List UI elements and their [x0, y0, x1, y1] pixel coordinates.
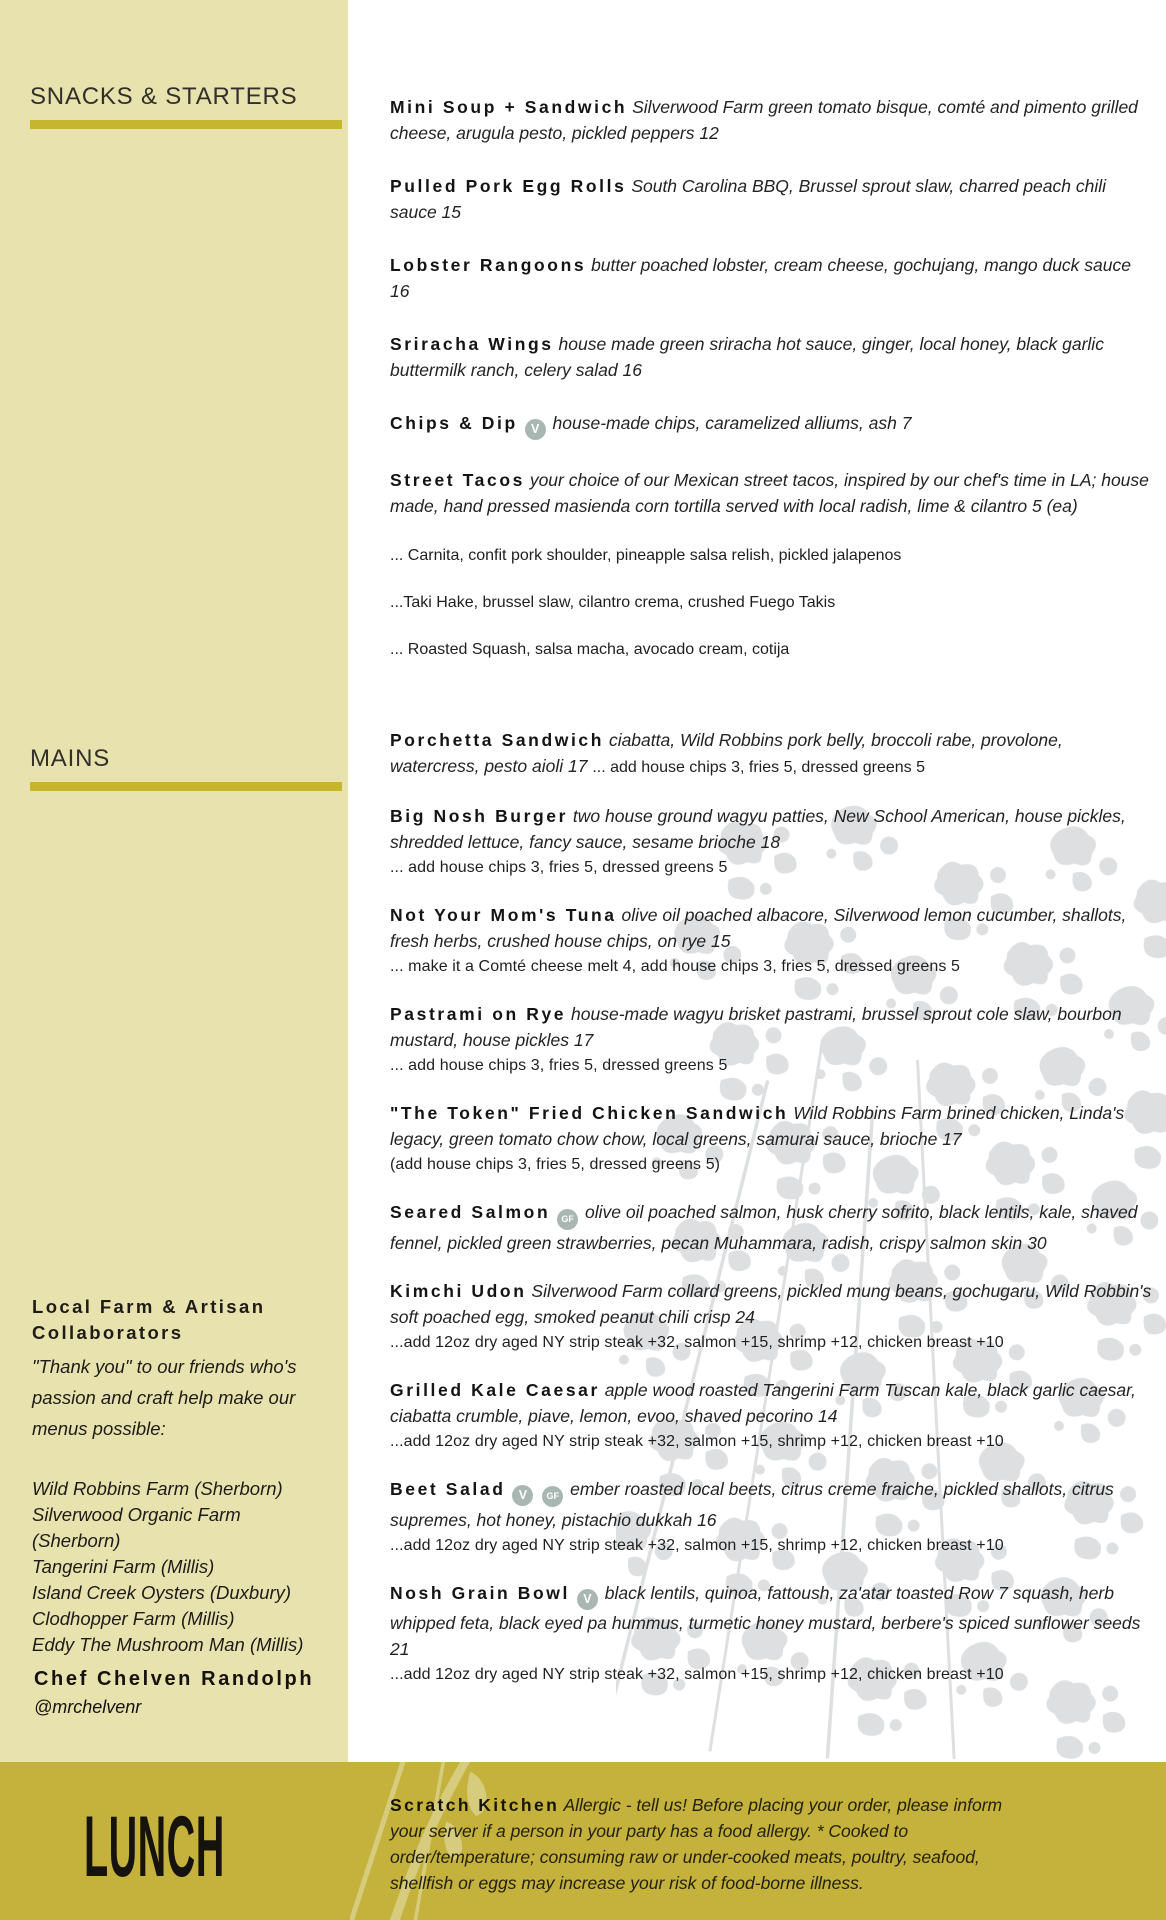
chef-social-handle: @mrchelvenr	[34, 1697, 142, 1717]
menu-item-big-nosh-burger	[390, 803, 1152, 880]
menu-item-mini-soup-sandwich	[390, 94, 1152, 146]
collaborators-note: "Thank you" to our friends who's passion and craft help make our menus possible:	[32, 1356, 297, 1439]
item-name: "The Token" Fried Chicken Sandwich	[390, 1103, 789, 1123]
collaborators-block	[32, 1294, 324, 1658]
vegetarian-icon: V	[525, 419, 546, 440]
collaborators-title: Local Farm & Artisan Collaborators	[32, 1296, 266, 1343]
menu-item-nosh-grain-bowl	[390, 1580, 1152, 1687]
item-addons: ...add 12oz dry aged NY strip steak +32, salmon +15, shrimp +12, chicken breast +10	[390, 1334, 1004, 1351]
item-description: butter poached lobster, cream cheese, gochujang, mango duck sauce 16	[390, 255, 1131, 301]
taco-variant-roasted-squash: ... Roasted Squash, salsa macha, avocado cream, cotija	[390, 641, 790, 658]
farm-list-item: Tangerini Farm (Millis)	[32, 1556, 215, 1577]
sidebar	[0, 0, 348, 1762]
item-description: Silverwood Farm collard greens, pickled mung beans, gochugaru, Wild Robbin's soft poached egg, smoked peanut chili crisp 24	[390, 1281, 1152, 1327]
menu-item-pulled-pork-egg-rolls	[390, 173, 1152, 225]
menu-item-seared-salmon	[390, 1199, 1152, 1256]
footer-bar	[0, 1762, 1166, 1920]
item-description: two house ground wagyu patties, New School American, house pickles, shredded lettuce, fancy sauce, sesame brioche 18	[390, 806, 1126, 852]
farm-list	[32, 1476, 324, 1658]
item-addons: ...add 12oz dry aged NY strip steak +32, salmon +15, shrimp +12, chicken breast +10	[390, 1433, 1004, 1450]
item-description: ember roasted local beets, citrus creme fraiche, pickled shallots, citrus supremes, hot honey, pistachio dukkah 16	[390, 1479, 1114, 1530]
item-addons: ...add 12oz dry aged NY strip steak +32, salmon +15, shrimp +12, chicken breast +10	[390, 1666, 1004, 1683]
item-addons: (add house chips 3, fries 5, dressed greens 5)	[390, 1156, 721, 1173]
menu-item-sriracha-wings	[390, 331, 1152, 383]
menu-item-kimchi-udon	[390, 1278, 1152, 1355]
menu-item-lobster-rangoons	[390, 252, 1152, 304]
menu-item-chips-and-dip	[390, 410, 1152, 440]
item-addons: ... make it a Comté cheese melt 4, add house chips 3, fries 5, dressed greens 5	[390, 958, 960, 975]
item-description: Silverwood Farm green tomato bisque, comté and pimento grilled cheese, arugula pesto, pickled peppers 12	[390, 97, 1138, 143]
item-name: Seared Salmon	[390, 1202, 551, 1222]
chef-name: Chef Chelven Randolph	[34, 1668, 315, 1690]
mains-section-title: MAINS	[30, 745, 111, 772]
menu-content	[390, 0, 1152, 1709]
menu-item-beet-salad	[390, 1476, 1152, 1558]
section-header-mains	[30, 744, 342, 791]
menu-item-not-your-moms-tuna	[390, 902, 1152, 979]
item-name: Pulled Pork Egg Rolls	[390, 176, 627, 196]
farm-list-item: Clodhopper Farm (Millis)	[32, 1608, 235, 1629]
item-name: Pastrami on Rye	[390, 1004, 567, 1024]
item-name: Mini Soup + Sandwich	[390, 97, 628, 117]
chef-block	[34, 1666, 314, 1720]
taco-variant-carnita: ... Carnita, confit pork shoulder, pineapple salsa relish, pickled jalapenos	[390, 547, 902, 564]
item-description: your choice of our Mexican street tacos, inspired by our chef's time in LA; house made, hand pressed masienda corn tortilla served with local radish, lime & cilantro 5 (ea)	[390, 470, 1149, 516]
snacks-section-title: SNACKS & STARTERS	[30, 83, 298, 110]
farm-list-item: Eddy The Mushroom Man (Millis)	[32, 1634, 304, 1655]
item-description: house made green sriracha hot sauce, ginger, local honey, black garlic buttermilk ranch, celery salad 16	[390, 334, 1104, 380]
item-name: Grilled Kale Caesar	[390, 1380, 600, 1400]
item-name: Chips & Dip	[390, 413, 518, 433]
gluten-free-icon: GF	[557, 1209, 578, 1230]
item-description: ciabatta, Wild Robbins pork belly, broccoli rabe, provolone, watercress, pesto aioli 17	[390, 730, 1063, 776]
item-description: olive oil poached albacore, Silverwood lemon cucumber, shallots, fresh herbs, crushed house chips, on rye 15	[390, 905, 1127, 951]
gluten-free-icon: GF	[542, 1486, 563, 1507]
snacks-underline-rule	[30, 120, 342, 129]
item-name: Not Your Mom's Tuna	[390, 905, 617, 925]
item-name: Street Tacos	[390, 470, 525, 490]
menu-item-pastrami-on-rye	[390, 1001, 1152, 1078]
taco-variant-taki-hake: ...Taki Hake, brussel slaw, cilantro crema, crushed Fuego Takis	[390, 594, 836, 611]
item-addons: ... add house chips 3, fries 5, dressed greens 5	[390, 859, 728, 876]
item-name: Beet Salad	[390, 1479, 506, 1499]
item-name: Sriracha Wings	[390, 334, 554, 354]
item-name: Kimchi Udon	[390, 1281, 527, 1301]
item-addons: ... add house chips 3, fries 5, dressed greens 5	[592, 759, 925, 776]
item-addons: ...add 12oz dry aged NY strip steak +32, salmon +15, shrimp +12, chicken breast +10	[390, 1537, 1004, 1554]
farm-list-item: Wild Robbins Farm (Sherborn)	[32, 1478, 283, 1499]
item-description: house-made chips, caramelized alliums, ash 7	[552, 413, 912, 433]
item-name: Porchetta Sandwich	[390, 730, 605, 750]
vegetarian-icon: V	[512, 1485, 533, 1506]
menu-item-grilled-kale-caesar	[390, 1377, 1152, 1454]
item-description: olive oil poached salmon, husk cherry sofrito, black lentils, kale, shaved fennel, pickled green strawberries, pecan Muhammara, radish, crispy salmon skin 30	[390, 1202, 1138, 1253]
mains-underline-rule	[30, 782, 342, 791]
allergy-notice-title: Scratch Kitchen	[390, 1795, 560, 1815]
section-header-snacks	[30, 82, 342, 129]
item-name: Nosh Grain Bowl	[390, 1583, 570, 1603]
farm-list-item: Island Creek Oysters (Duxbury)	[32, 1582, 292, 1603]
allergy-notice	[390, 1792, 1038, 1896]
allergy-notice-body: Allergic - tell us! Before placing your order, please inform your server if a person in your party has a food allergy. * Cooked to order/temperature; consuming raw or under-cooked meats, poultry, seafood, shellfish or eggs may increase your risk of food-borne illness.	[390, 1795, 1003, 1893]
item-description: South Carolina BBQ, Brussel sprout slaw, charred peach chili sauce 15	[390, 176, 1106, 222]
lunch-title: LUNCH	[84, 1799, 225, 1895]
vegetarian-icon: V	[577, 1589, 598, 1610]
menu-item-porchetta-sandwich	[390, 727, 1152, 781]
item-description: apple wood roasted Tangerini Farm Tuscan kale, black garlic caesar, ciabatta crumble, piave, lemon, evoo, shaved pecorino 14	[390, 1380, 1136, 1426]
item-description: house-made wagyu brisket pastrami, brussel sprout cole slaw, bourbon mustard, house pickles 17	[390, 1004, 1122, 1050]
item-name: Big Nosh Burger	[390, 806, 569, 826]
item-addons: ... add house chips 3, fries 5, dressed greens 5	[390, 1057, 728, 1074]
mains-items-group	[390, 727, 1152, 1687]
item-description: black lentils, quinoa, fattoush, za'atar toasted Row 7 squash, herb whipped feta, black eyed pa hummus, turmetic honey mustard, berbere's spiced sunflower seeds 21	[390, 1583, 1141, 1659]
item-description: Wild Robbins Farm brined chicken, Linda's legacy, green tomato chow chow, local greens, samurai sauce, brioche 17	[390, 1103, 1125, 1149]
item-name: Lobster Rangoons	[390, 255, 587, 275]
farm-list-item: Silverwood Organic Farm (Sherborn)	[32, 1504, 241, 1551]
menu-item-token-fried-chicken-sandwich	[390, 1100, 1152, 1177]
menu-item-street-tacos	[390, 467, 1152, 663]
